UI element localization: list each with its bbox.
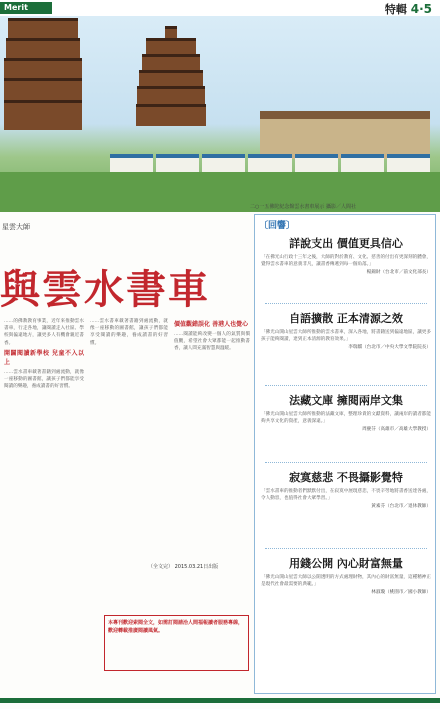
response-author: 黃素芬（台北市／退休教師） — [371, 504, 431, 509]
response-author: 李瑞麒（台北市／中央大學文學院院長） — [348, 345, 431, 350]
response-item — [261, 310, 431, 350]
paragraph: ……雲水書車載著書籍到處流動，就像一座移動的圖書館，讓孩子們都能享受閱讀的樂趣，養成讀書的好習慣。 — [4, 369, 84, 390]
subscription-notice: 本專刊歡迎索閱全文，如需訂閱請洽人間福報讀者服務專線，歡迎轉載推廣閱讀風氣。 — [104, 615, 249, 671]
pagoda-center — [136, 26, 206, 126]
photo-caption: 二○一五佛陀紀念館雲水書車展示 攝影／人間社 — [250, 204, 356, 210]
panel-title: 〔回響〕 — [259, 221, 296, 231]
end-mark: （全文完） 2015.03.21日出版 — [148, 564, 219, 570]
response-item — [261, 235, 431, 275]
response-author: 楊錦財（台北市／前文化部長） — [366, 270, 431, 275]
response-author: 林淑瓊（桃園市／國小教師） — [371, 590, 431, 595]
byline: 星雲大師 — [2, 223, 30, 231]
response-title: 自語擴散 正本清源之效 — [289, 312, 403, 325]
response-body: 「佛光山開山星雲大師所推動的法藏文庫，整理珍貴的文獻資料，讓兩岸的讀者都能夠共享文化的資產，意義深遠。」 — [261, 412, 431, 424]
response-body: 「雲水書車的推動者們默默付出，在寂寞中展現慈悲，不畏辛勞地將書香送達各處，令人動容，也值得社會大眾學習。」 — [261, 489, 431, 501]
response-item — [261, 555, 431, 595]
lawn — [0, 172, 440, 212]
pagoda-left — [4, 18, 82, 130]
response-title: 用錢公開 內心財富無量 — [289, 557, 403, 570]
response-item — [261, 392, 431, 432]
paragraph: ……閱讀能夠改變一個人的氣質與價值觀，希望社會大眾都能一起推動書香，讓人間充滿智慧與溫暖。 — [174, 332, 250, 352]
response-author: 周慶芬（高雄市／高雄大學教授） — [362, 427, 431, 432]
page-number: 4·5 — [410, 2, 432, 16]
response-body: 「佛光山開山星雲大師以公開透明的方式處理財物，其內心的財富無量，這種精神正是現代社會最需要的典範。」 — [261, 575, 431, 587]
response-title: 寂寞慈悲 不畏攝影覺特 — [289, 471, 403, 484]
response-item — [261, 469, 431, 509]
article-headline: 與雲水書車 — [0, 266, 210, 313]
divider — [265, 548, 427, 549]
top-bar — [0, 0, 440, 16]
divider — [265, 303, 427, 304]
header-photo — [0, 16, 440, 212]
response-panel — [254, 214, 436, 694]
divider — [265, 462, 427, 463]
response-body: 「在佛光山行政十三年之後，大師的對於教育、文化、慈善的付出有更深刻的體會，覺得雲水書車的意義非凡，讓書香傳遞到每一個角落。」 — [261, 255, 431, 267]
section-name: 特輯 — [384, 3, 407, 16]
subheading: 開闢閱讀新學校 兒童不入以上 — [4, 349, 84, 366]
response-title: 詳說支出 價值更具信心 — [289, 237, 403, 250]
paragraph: ……的佛教教育事業，近年來推動雲水書車，行走各地，讓閱讀走入社區、學校與偏遠地方，讓更多人有機會親近書香。 — [4, 319, 84, 346]
divider — [265, 385, 427, 386]
article-column-1 — [4, 318, 84, 618]
masthead: Merit — [0, 2, 52, 14]
response-title: 法藏文庫 擁閱兩岸文集 — [289, 394, 403, 407]
response-body: 「佛光山開山星雲大師所推動的雲水書車，深入各地，將書籍送到偏遠地區，讓更多孩子能夠閱讀，達到正本清源的教育效果。」 — [261, 330, 431, 342]
footer-bar — [0, 698, 440, 703]
paragraph: ……雲水書車載著書籍到處流動，就像一座移動的圖書館，讓孩子們都能享受閱讀的樂趣，養成讀書的好習慣。 — [90, 319, 168, 346]
memorial-hall — [260, 111, 430, 159]
section-tag — [385, 1, 432, 17]
subheading: 價值觀錯誤化 善港人也覺心 — [174, 321, 249, 328]
